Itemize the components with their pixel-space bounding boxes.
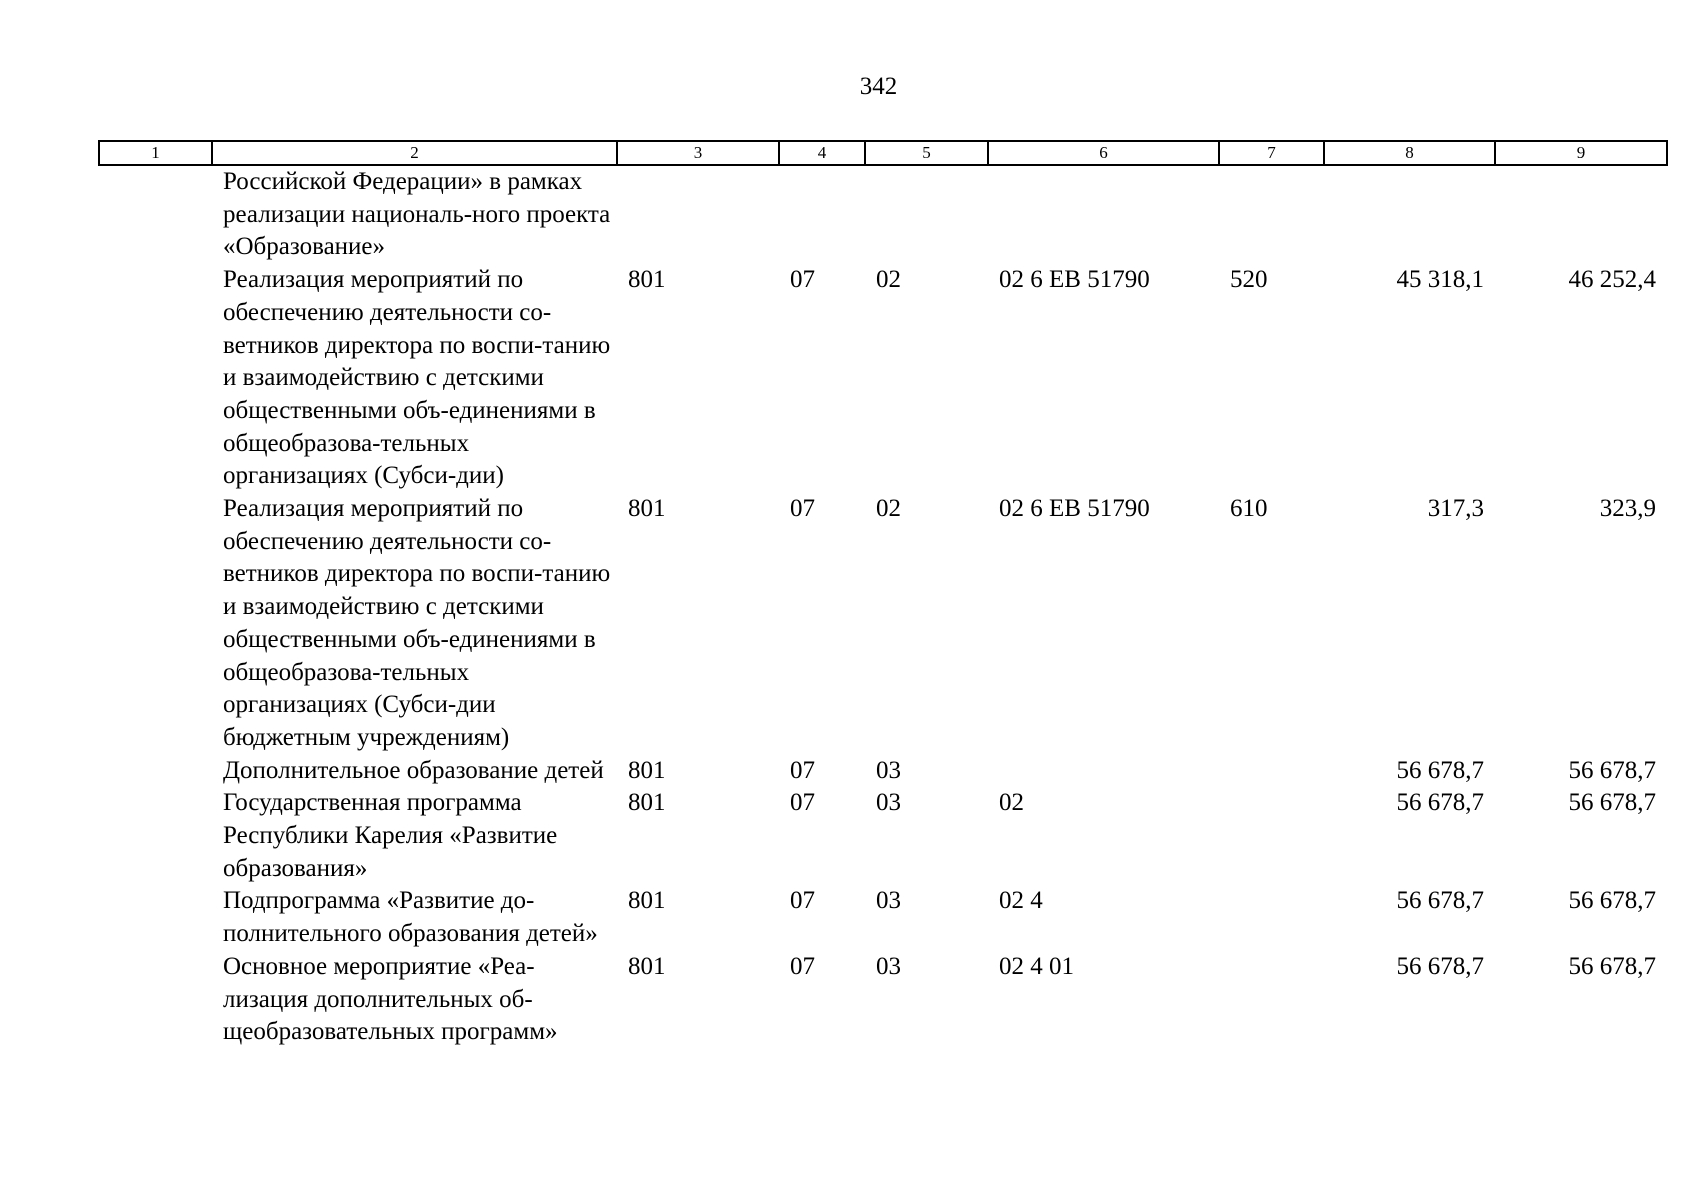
table-body: [99, 165, 1667, 1049]
cell-col-7: 520: [1230, 266, 1268, 294]
table-row: [99, 755, 1667, 788]
column-number-7: 7: [1219, 141, 1324, 165]
cell-col-4: 07: [790, 952, 815, 980]
cell-name: Реализация мероприятий по обеспечению деятельности со-ветников директора по воспи-танию и взаимодействию с детскими общественными объ-единениями в общеобразова-тельных организациях (Субси-дии бюджетным учреждениям): [223, 495, 611, 751]
cell-col-5: 03: [876, 756, 901, 784]
cell-col-1: [99, 165, 212, 264]
cell-col-9: 46 252,4: [1568, 266, 1656, 294]
cell-col-8: 45 318,1: [1396, 266, 1484, 294]
cell-col-1: [99, 787, 212, 885]
cell-col-7: [1219, 787, 1324, 885]
cell-name: Подпрограмма «Развитие до-полнительного образования детей»: [223, 887, 598, 948]
cell-col-1: [99, 755, 212, 788]
cell-col-3: 801: [628, 952, 666, 980]
cell-col-5: 03: [876, 952, 901, 980]
cell-col-8: 317,3: [1427, 495, 1484, 523]
cell-col-6: 02 4 01: [999, 952, 1074, 980]
cell-col-9: 56 678,7: [1568, 887, 1656, 915]
cell-col-9: 56 678,7: [1568, 789, 1656, 817]
cell-name: Реализация мероприятий по обеспечению деятельности со-ветников директора по воспи-танию и взаимодействию с детскими общественными объ-единениями в общеобразова-тельных организациях (Субси-дии): [223, 266, 611, 490]
column-number-3: 3: [617, 141, 779, 165]
cell-col-5: 03: [876, 789, 901, 817]
cell-col-8: 56 678,7: [1396, 952, 1484, 980]
cell-col-1: [99, 885, 212, 950]
cell-col-5: 02: [876, 266, 901, 294]
cell-col-9: 56 678,7: [1568, 756, 1656, 784]
cell-col-4: 07: [790, 495, 815, 523]
cell-col-9: 56 678,7: [1568, 952, 1656, 980]
cell-name: Государственная программа Республики Карелия «Развитие образования»: [223, 789, 558, 882]
cell-col-6: 02 6 ЕВ 51790: [999, 495, 1150, 523]
table-row: [99, 951, 1667, 1049]
cell-col-7: [1219, 951, 1324, 1049]
cell-col-8: 56 678,7: [1396, 789, 1484, 817]
table-row: [99, 885, 1667, 950]
table-row: [99, 165, 1667, 264]
cell-col-8: 56 678,7: [1396, 887, 1484, 915]
cell-col-7: 610: [1230, 495, 1268, 523]
cell-col-4: 07: [790, 266, 815, 294]
cell-col-6: 02 4: [999, 887, 1043, 915]
column-number-6: 6: [988, 141, 1219, 165]
cell-col-3: 801: [628, 495, 666, 523]
cell-col-9: 323,9: [1599, 495, 1656, 523]
cell-col-4: 07: [790, 756, 815, 784]
cell-col-6: 02 6 ЕВ 51790: [999, 266, 1150, 294]
cell-col-3: 801: [628, 756, 666, 784]
cell-col-8: [1324, 165, 1495, 264]
cell-col-4: [779, 165, 865, 264]
cell-col-7: [1219, 755, 1324, 788]
cell-col-3: 801: [628, 789, 666, 817]
column-number-1: 1: [99, 141, 212, 165]
cell-col-6: 02: [999, 789, 1024, 817]
table-row: [99, 787, 1667, 885]
cell-col-3: 801: [628, 887, 666, 915]
cell-col-1: [99, 264, 212, 493]
cell-col-4: 07: [790, 887, 815, 915]
cell-col-8: 56 678,7: [1396, 756, 1484, 784]
column-number-4: 4: [779, 141, 865, 165]
cell-col-4: 07: [790, 789, 815, 817]
cell-col-5: 03: [876, 887, 901, 915]
cell-name: Дополнительное образование детей: [223, 756, 604, 784]
column-number-2: 2: [212, 141, 617, 165]
cell-name: Основное мероприятие «Реа-лизация дополнительных об-щеобразовательных программ»: [223, 952, 558, 1046]
cell-col-5: 02: [876, 495, 901, 523]
table-header: [99, 141, 1667, 165]
page-number: 342: [859, 73, 898, 100]
table-row: [99, 493, 1667, 755]
cell-col-3: 801: [628, 266, 666, 294]
cell-col-7: [1219, 165, 1324, 264]
cell-col-6: [988, 165, 1219, 264]
column-number-5: 5: [865, 141, 988, 165]
budget-table: [98, 140, 1668, 1049]
table-row: [99, 264, 1667, 493]
column-number-9: 9: [1495, 141, 1667, 165]
cell-col-5: [865, 165, 988, 264]
column-number-row: [99, 141, 1667, 165]
cell-col-7: [1219, 885, 1324, 950]
column-number-8: 8: [1324, 141, 1495, 165]
cell-col-9: [1495, 165, 1667, 264]
cell-col-1: [99, 951, 212, 1049]
cell-col-1: [99, 493, 212, 755]
cell-col-6: [988, 755, 1219, 788]
cell-col-3: [617, 165, 779, 264]
cell-name: Российской Федерации» в рамках реализации националь-ного проекта «Образование»: [223, 168, 611, 261]
